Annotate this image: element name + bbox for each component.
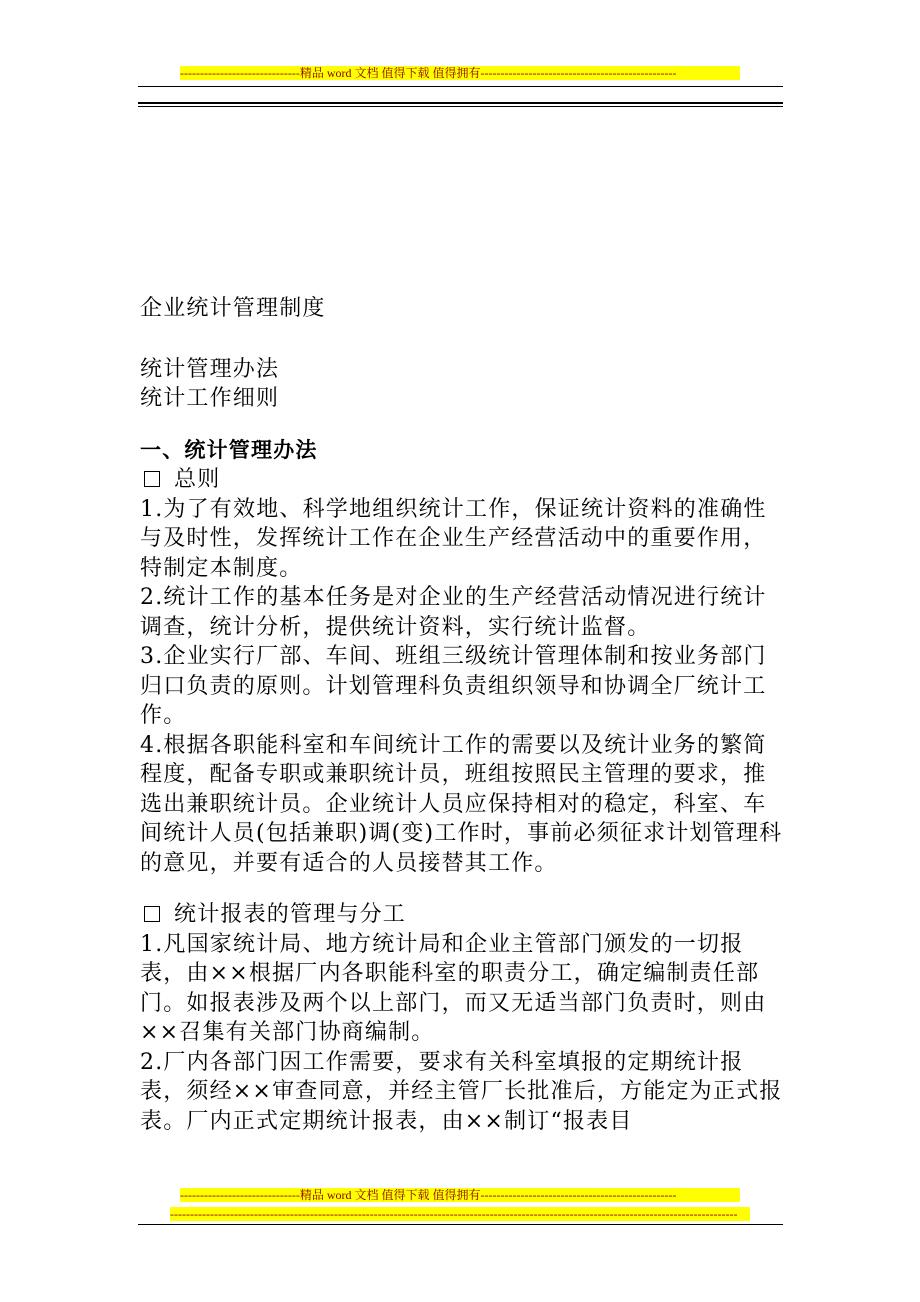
header-rule (138, 86, 783, 87)
header-banner: ------------------------------精品 word 文档 值得下载 值得拥有------------------------------------------------- (180, 66, 740, 80)
checkbox-square-icon (144, 471, 160, 487)
paragraph: 4.根据各职能科室和车间统计工作的需要以及统计业务的繁简程度，配备专职或兼职统计员，班组按照民主管理的要求，推选出兼职统计员。企业统计人员应保持相对的稳定，科室、车间统计人员(包括兼职)调(变)工作时，事前必须征求计划管理科的意见，并要有适合的人员接替其工作。 (140, 732, 783, 876)
paragraph: 2.厂内各部门因工作需要，要求有关科室填报的定期统计报表，须经××审查同意，并经主管厂长批准后，方能定为正式报表。厂内正式定期统计报表，由××制订“报表目 (140, 1049, 783, 1134)
paragraph: 2.统计工作的基本任务是对企业的生产经营活动情况进行统计调查，统计分析，提供统计资料，实行统计监督。 (140, 585, 767, 640)
subsection-label: 统计报表的管理与分工 (174, 902, 407, 927)
header-double-rule-thin (138, 106, 783, 107)
toc-item: 统计工作细则 (140, 386, 280, 411)
toc-item: 统计管理办法 (140, 356, 280, 382)
section-heading: 一、统计管理办法 (140, 437, 318, 462)
subsection-heading-reports (140, 900, 786, 930)
footer-dash-banner: ---------------------------------------------------------------------------------------------------------------------------------------------- (170, 1207, 750, 1221)
subsection-label: 总则 (174, 467, 221, 492)
paragraph: 1.凡国家统计局、地方统计局和企业主管部门颁发的一切报表，由××根据厂内各职能科室的职责分工，确定编制责任部门。如报表涉及两个以上部门，而又无适当部门负责时，则由××召集有关部门协商编制。 (140, 931, 767, 1045)
header-double-rule (138, 102, 783, 104)
paragraph: 3.企业实行厂部、车间、班组三级统计管理体制和按业务部门归口负责的原则。计划管理科负责组织领导和协调全厂统计工作。 (140, 644, 767, 728)
paragraph: 1.为了有效地、科学地组织统计工作，保证统计资料的准确性与及时性，发挥统计工作在企业生产经营活动中的重要作用，特制定本制度。 (140, 496, 767, 581)
checkbox-square-icon (144, 906, 160, 922)
subsection-heading-general (140, 465, 786, 495)
document-body (140, 294, 786, 1136)
footer-rule (138, 1224, 783, 1225)
document-title: 企业统计管理制度 (140, 296, 326, 321)
footer-banner: ------------------------------精品 word 文档 值得下载 值得拥有------------------------------------------------- (180, 1188, 740, 1202)
